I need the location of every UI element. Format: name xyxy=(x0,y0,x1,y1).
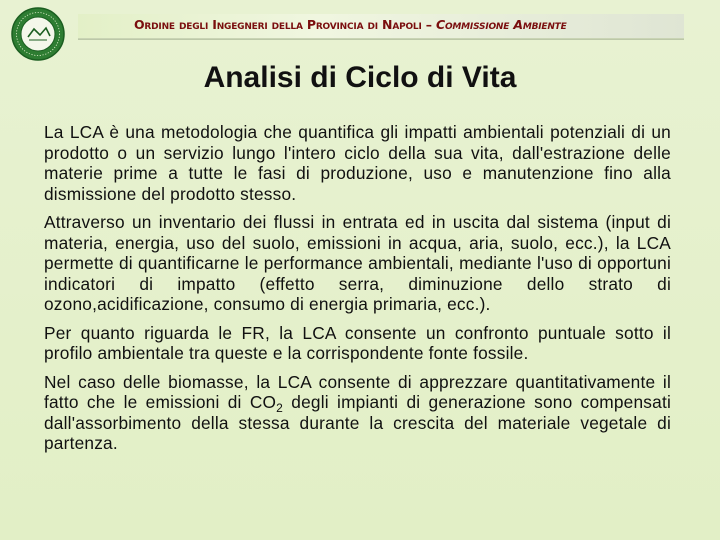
slide-body xyxy=(44,122,671,462)
co2-subscript: 2 xyxy=(276,401,284,415)
paragraph-4 xyxy=(44,372,671,454)
organization-name: Ordine degli Ingegneri della Provincia di Napoli xyxy=(134,17,422,32)
engineers-order-logo xyxy=(10,6,66,62)
header-separator: – xyxy=(421,17,436,32)
paragraph-3: Per quanto riguarda le FR, la LCA consente un confronto puntuale sotto il profilo ambientale tra queste e la corrispondente fonte fossile. xyxy=(44,322,671,363)
header-text xyxy=(134,16,674,34)
paragraph-4-after: degli impianti di generazione sono compensati dall'assorbimento della stessa durante la crescita del materiale vegetale di partenza. xyxy=(44,392,671,453)
slide-title: Analisi di Ciclo di Vita xyxy=(203,61,517,94)
commission-name: Commissione Ambiente xyxy=(435,17,567,32)
paragraph-1: La LCA è una metodologia che quantifica gli impatti ambientali potenziali di un prodotto o un servizio lungo l'intero ciclo della sua vita, dall'estrazione delle materie prime a tutte le fasi di produzione, uso e manutenzione fino alla dismissione del prodotto stesso. xyxy=(44,122,671,204)
paragraph-2: Attraverso un inventario dei flussi in entrata ed in uscita dal sistema (input di materia, energia, uso del suolo, emissioni in acqua, aria, suolo, ecc.), la LCA permette di quantificarne le performance ambientali, mediante l'uso di opportuni indicatori di impatto (effetto serra, diminuzione dello strato di ozono,acidificazione, consumo di energia primaria, ecc.). xyxy=(44,212,671,314)
paragraph-4-before: Nel caso delle biomasse, la LCA consente di apprezzare quantitativamente il fatto che le emissioni di CO xyxy=(44,371,671,412)
